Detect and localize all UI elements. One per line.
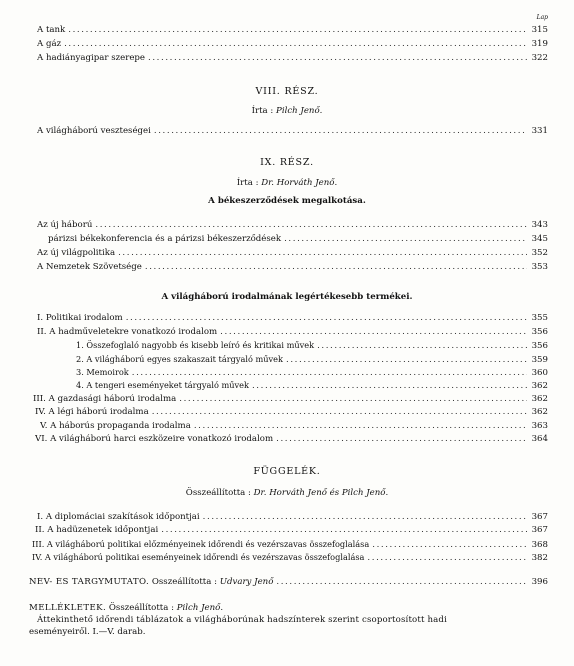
leader-dots <box>252 381 527 392</box>
toc-entry <box>37 220 548 231</box>
toc-entry-page: 382 <box>531 553 548 563</box>
toc-entry <box>48 234 548 245</box>
toc-entry-page: 352 <box>531 248 548 258</box>
toc-entry-label: IV. A légi háború irodalma <box>35 407 149 417</box>
toc-entry <box>76 367 548 379</box>
toc-entry <box>35 525 548 536</box>
leader-dots <box>64 39 527 50</box>
attachments-title: MELLÉKLETEK. <box>29 603 107 613</box>
page-column-label: Lap <box>536 14 548 21</box>
toc-entry <box>32 552 548 564</box>
toc-entry-page: 396 <box>531 577 548 587</box>
toc-entry-page: 362 <box>531 394 548 404</box>
toc-entry-page: 367 <box>531 512 548 522</box>
toc-entry <box>37 39 548 50</box>
toc-entry-page: 360 <box>531 368 548 378</box>
toc-entry <box>76 354 548 366</box>
leader-dots <box>68 25 527 36</box>
toc-entry-label: A Nemzetek Szövetsége <box>37 262 142 272</box>
leader-dots <box>276 577 527 588</box>
leader-dots <box>126 313 527 324</box>
author-prefix: Írta : <box>251 106 274 116</box>
leader-dots <box>286 355 527 366</box>
toc-entry-label: A tank <box>37 25 66 35</box>
leader-dots <box>194 421 527 432</box>
toc-entry-label: II. A hadműveletekre vonatkozó irodalom <box>37 327 218 337</box>
toc-entry-label: II. A hadüzenetek időpontjai <box>35 525 159 535</box>
toc-entry-page: 363 <box>531 421 548 431</box>
author-prefix: Írta : <box>236 178 259 188</box>
index-compiler-name: Udvary Jenő <box>219 577 274 587</box>
toc-entry <box>37 313 548 324</box>
toc-entry-label: 1. Összefoglaló nagyobb és kisebb leíró és kritikai művek <box>76 340 315 350</box>
index-title: NÉV- ÉS TÁRGYMUTATÓ. <box>29 577 150 587</box>
section-subheading: A békeszerződések megalkotása. <box>208 196 366 206</box>
leader-dots <box>132 368 527 379</box>
leader-dots <box>145 262 527 273</box>
toc-entry-label: 4. A tengeri eseményeket tárgyaló művek <box>76 380 249 390</box>
toc-entry-page: 362 <box>531 381 548 391</box>
toc-entry-label: I. Politikai irodalom <box>37 313 123 323</box>
toc-entry-page: 355 <box>531 313 548 323</box>
toc-entry <box>37 262 548 273</box>
toc-entry-label: 3. Memoirok <box>76 367 129 377</box>
part-author <box>0 488 574 498</box>
attachments-compiler-name: Pilch Jenő. <box>176 603 224 613</box>
toc-entry-label: párizsi békekonferencia és a párizsi békeszerződések <box>48 234 282 244</box>
toc-entry-page: 356 <box>531 327 548 337</box>
leader-dots <box>118 248 527 259</box>
toc-entry <box>35 434 548 445</box>
toc-entry-page: 367 <box>531 525 548 535</box>
attachments-compiled-label: Összeállította : <box>108 603 174 613</box>
toc-entry-label: 2. A világháború egyes szakaszait tárgyaló művek <box>76 354 283 364</box>
toc-entry <box>32 539 548 551</box>
toc-entry-label: Az új háború <box>37 220 93 230</box>
leader-dots <box>152 407 527 418</box>
author-name: Dr. Horváth Jenő. <box>261 178 338 188</box>
leader-dots <box>95 220 527 231</box>
toc-entry-page: 368 <box>531 540 548 550</box>
part-heading: FÜGGELÉK. <box>253 466 321 477</box>
toc-entry <box>37 327 548 338</box>
toc-entry-label: I. A diplomáciai szakítások időpontjai <box>37 512 200 522</box>
author-name: Dr. Horváth Jenő és Pilch Jenő. <box>253 488 389 498</box>
index-entry-label <box>29 577 273 588</box>
leader-dots <box>161 525 527 536</box>
toc-entry-page: 315 <box>531 25 548 35</box>
toc-entry-page: 345 <box>531 234 548 244</box>
toc-entry-page: 319 <box>531 39 548 49</box>
toc-entry-label: V. A háborús propaganda irodalma <box>40 421 191 431</box>
attachments-description-line2: eseményeiről. I.—V. darab. <box>29 627 146 637</box>
toc-entry <box>35 407 548 418</box>
index-compiled-label: Összeállította : <box>151 577 217 587</box>
toc-entry-page: 353 <box>531 262 548 272</box>
leader-dots <box>179 394 527 405</box>
toc-entry-page: 343 <box>531 220 548 230</box>
part-author <box>0 178 574 188</box>
leader-dots <box>203 512 527 523</box>
attachments-title-line <box>29 602 223 614</box>
part-author <box>0 106 574 116</box>
toc-entry <box>76 340 548 352</box>
leader-dots <box>317 341 527 352</box>
index-entry <box>29 577 548 588</box>
toc-entry <box>37 512 548 523</box>
toc-entry <box>37 248 548 259</box>
toc-entry-label: A hadiányagipar szerepe <box>37 53 146 63</box>
leader-dots <box>284 234 527 245</box>
attachments-description-line1: Áttekinthető időrendi táblázatok a világháborúnak hadszínterek szerint csoportosított hadi <box>37 615 447 625</box>
toc-entry-label: III. A világháború politikai előzményeinek időrendi és vezérszavas összefoglalása <box>32 539 370 549</box>
toc-entry-label: A világháború veszteségei <box>37 126 151 136</box>
toc-entry-page: 322 <box>531 53 548 63</box>
toc-entry-page: 331 <box>531 126 548 136</box>
toc-entry-label: A gáz <box>37 39 62 49</box>
toc-entry-page: 359 <box>531 355 548 365</box>
toc-entry <box>76 380 548 392</box>
toc-entry-label: VI. A világháború harci eszközeire vonatkozó irodalom <box>35 434 274 444</box>
part-heading: IX. RÉSZ. <box>260 157 314 168</box>
toc-entry-label: IV. A világháború politikai eseményeinek időrendi és vezérszavas összefoglalása <box>32 552 365 562</box>
section-subheading: A világháború irodalmának legértékesebb termékei. <box>161 292 413 302</box>
toc-entry-page: 364 <box>531 434 548 444</box>
leader-dots <box>148 53 527 64</box>
toc-entry-page: 362 <box>531 407 548 417</box>
author-prefix: Összeállította : <box>185 488 251 498</box>
toc-entry-label: Az új világpolitika <box>37 248 116 258</box>
toc-entry-page: 356 <box>531 341 548 351</box>
toc-entry <box>37 126 548 137</box>
leader-dots <box>154 126 527 137</box>
leader-dots <box>367 553 527 564</box>
toc-entry <box>37 25 548 36</box>
author-name: Pilch Jenő. <box>276 106 323 116</box>
toc-entry <box>37 53 548 64</box>
leader-dots <box>220 327 527 338</box>
toc-entry <box>40 421 548 432</box>
leader-dots <box>276 434 527 445</box>
toc-entry <box>33 394 548 405</box>
part-heading: VIII. RÉSZ. <box>255 86 319 97</box>
leader-dots <box>372 540 527 551</box>
toc-entry-label: III. A gazdasági háború irodalma <box>33 394 177 404</box>
